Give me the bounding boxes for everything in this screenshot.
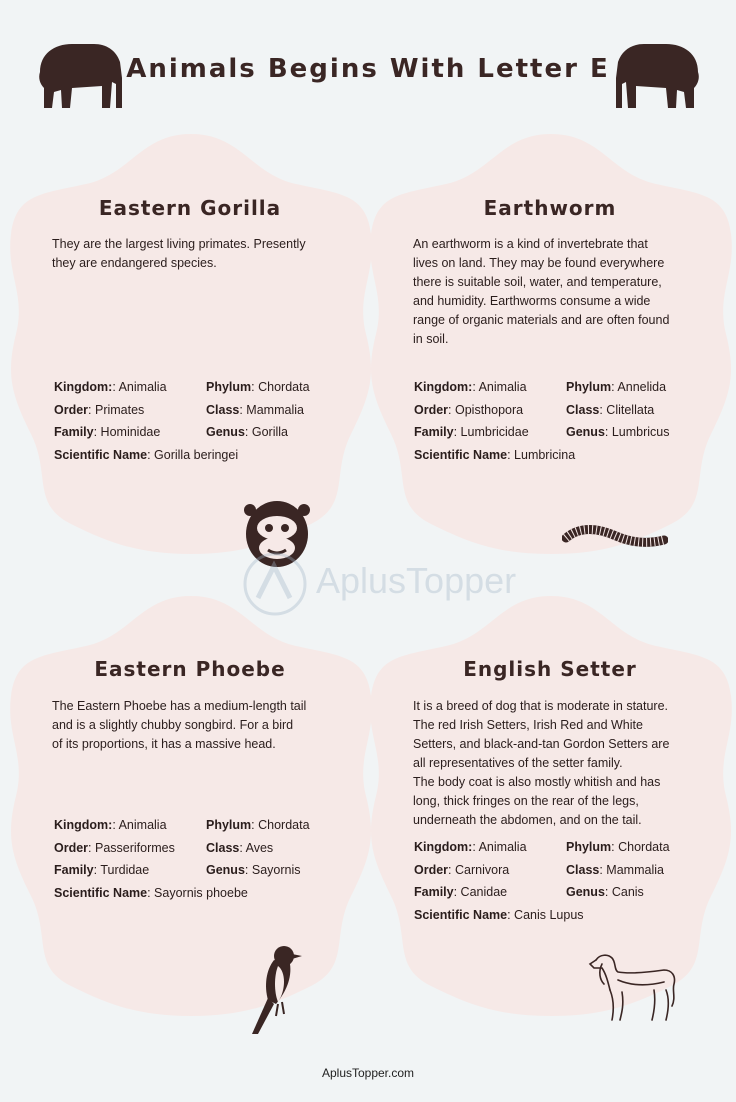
card-title: Earthworm (483, 196, 617, 220)
elephant-icon-left (32, 38, 124, 112)
classification-facts: Kingdom:: Animalia Phylum: Annelida Order: Opisthopora Class: Clitellata Family: Lumbricidae Genus: Lumbricus Scientific Name: Lumbricina (414, 380, 670, 462)
dog-icon (588, 950, 682, 1024)
watermark-logo-icon (238, 552, 312, 616)
card-description: They are the largest living primates. Presently they are endangered species. (52, 237, 306, 270)
card-title: Eastern Phoebe (94, 657, 286, 681)
classification-facts: Kingdom:: Animalia Phylum: Chordata Order: Primates Class: Mammalia Family: Hominidae Genus: Gorilla Scientific Name: Gorilla beringei (54, 380, 310, 462)
watermark-text: AplusTopper (316, 560, 517, 601)
classification-facts: Kingdom:: Animalia Phylum: Chordata Order: Carnivora Class: Mammalia Family: Canidae Genus: Canis Scientific Name: Canis Lupus (414, 840, 670, 922)
page-title: Animals Begins With Letter E (126, 54, 610, 84)
earthworm-icon (562, 522, 668, 556)
watermark (238, 552, 558, 616)
footer-site: AplusTopper.com (321, 1066, 415, 1080)
card-description: It is a breed of dog that is moderate in stature. The red Irish Setters, Irish Red and White Setters, and black-and-tan Gordon Setters are all representatives of the setter family. The body coat is also mostly whitish and has long, thick fringes on the rear of the legs, underneath the abdomen, and on the tail. (413, 699, 670, 827)
card-description: The Eastern Phoebe has a medium-length tail and is a slightly chubby songbird. For a bird of its proportions, it has a massive head. (52, 699, 307, 751)
card-description: An earthworm is a kind of invertebrate that lives on land. They may be found everywhere there is suitable soil, water, and temperature, and humidity. Earthworms consume a wide range of organic materials and are often found in soil. (413, 237, 670, 346)
elephant-icon-right (614, 38, 706, 112)
bird-icon (246, 942, 306, 1036)
card-title: Eastern Gorilla (98, 196, 282, 220)
classification-facts: Kingdom:: Animalia Phylum: Chordata Order: Passeriformes Class: Aves Family: Turdidae Genus: Sayornis Scientific Name: Sayornis phoebe (54, 818, 310, 900)
card-title: English Setter (463, 657, 637, 681)
